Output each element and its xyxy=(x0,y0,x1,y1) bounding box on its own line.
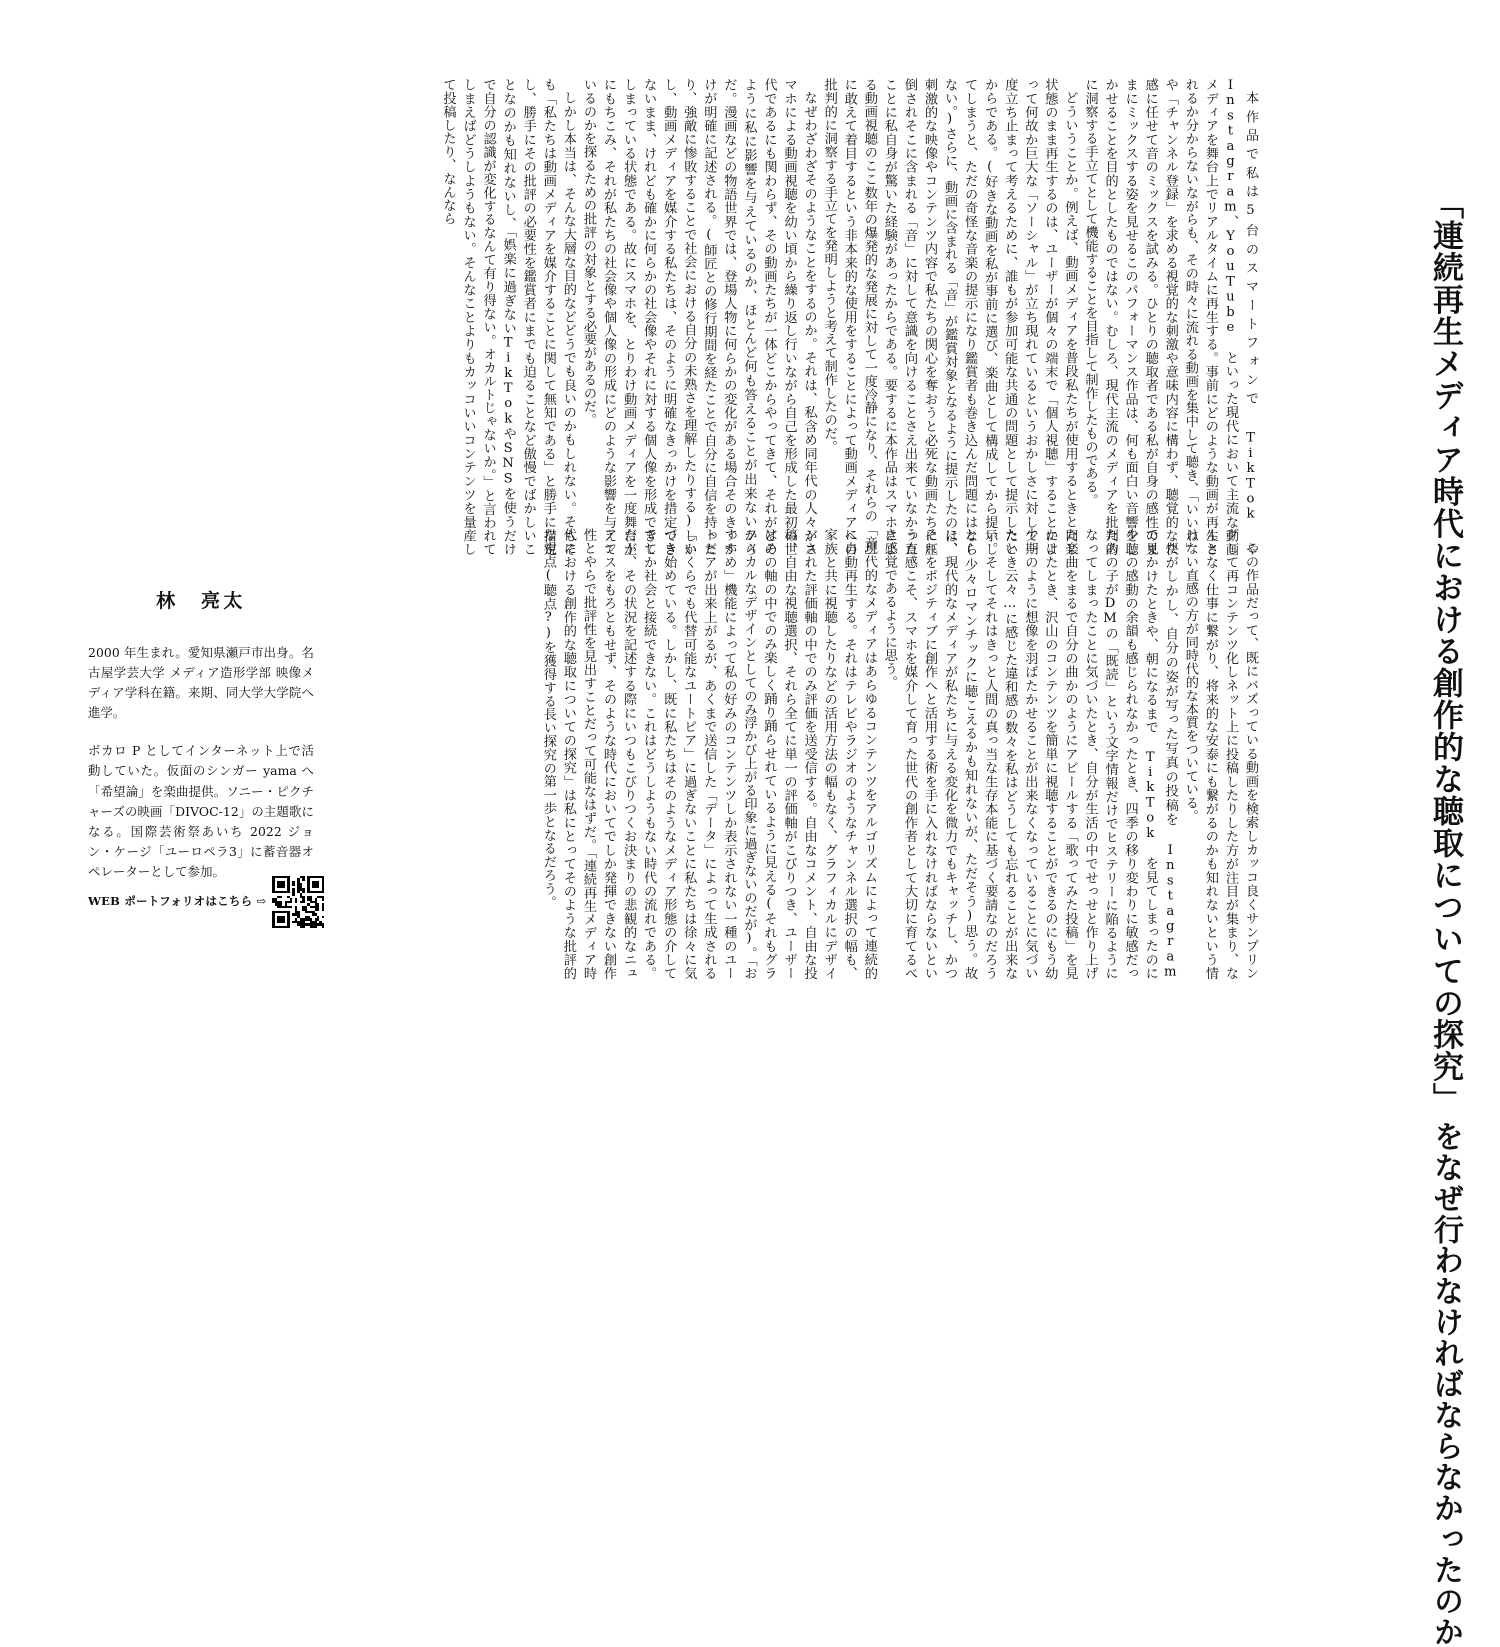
paragraph: なぜわざわざそのようなことをするのか。それは、私含め同年代の人々がスマホによる動画視聴を幼い頃から繰り返し行いながら自己を形成した最初の世代であるにも関わらず、その動画たちが一体どこからやってきて、それがどのように私に影響を与えているのか、ほとんど何も答えることが出来ないからだ。漫画などの物語世界では、登場人物に何らかの変化がある場合そのきっかけが明確に記述される。(師匠との修行期間を経たことで自分に自信を持ったり、強敵に惨敗することで社会における自分の未熟さを理解したりする)しかし、動画メディアを媒介する私たちは、そのように明確なきっかけを措定できないまま、けれども確かに何らかの社会像やそれに対する個人像を形成できてしまっている状態である。故にスマホを、とりわけ動画メディアを一度舞台上にもちこみ、それが私たちの社会像や個人像の形成にどのような影響を与えているのかを探るための批評の対象とする必要があるのだ。 xyxy=(580,78,817,556)
paragraph: 本作品で私は5台のスマートフォンで TikTok や Instagram、YouTube といった現代において主流な動画メディアを舞台上でリアルタイムに再生する。事前にどのような動画が再生されるか分からないながらも、その時々に流れる動画を集中して聴き、「いいね」や「チャンネル登録」を求める視覚的な刺激や意味内容に構わず、聴覚的な快感に任せて音のミックスを試みる。ひとりの聴取者である私が自身の感性のままにミックスする姿を見せるこのパフォーマンス作品は、何も面白い音響を聴かせることを目的としたものではない。むしろ、現代主流のメディアを批判的に洞察する手立てとして機能することを目指して制作したものである。 xyxy=(1082,78,1258,556)
author-name: 林 亮太 xyxy=(156,590,246,612)
paragraph: しかし本当は、そんな大層な目的などどうでも良いのかもしれない。そもそも「私たちは動画メディアを媒介することに関して無知である」と勝手に措定し、勝手にその批評の必要性を鑑賞者にまでも迫ることなど傲慢でばかしいことなのかも知れないし、「娯楽に過ぎないTikTokやSNSを使うだけで自分の認識が変化するなんて有り得ない。オカルトじゃないか。」と言われてしまえばどうしようもない。そんなことよりもカッコいいコンテンツを量産して投稿したり、なんなら xyxy=(440,78,576,556)
page-title xyxy=(1424,188,1464,1647)
title-line-2: をなぜ行わなければならなかったのか xyxy=(1428,1120,1463,1647)
title-line-1: 「連続再生メディア時代における創作的な聴取についての探究」 xyxy=(1427,188,1463,1115)
author-bio-paragraph: 2000 年生まれ。愛知県瀬戸市出身。名古屋学芸大学 メディア造形学部 映像メディア学科在籍。来期、同大学大学院へ進学。 xyxy=(88,645,314,721)
paragraph: どういうことか。例えば、動画メディアを普段私たちが使用するときと同じ状態のまま再生するのは、ユーザーが個々の端末で「個人視聴」することによって何故か巨大な「ソーシャル」が立ち現れているというおかしさに対して一度立ち止まって考えるために、誰もが参加可能な共通の問題として提示したいからである。(好きな動画を私が事前に選び、楽曲として構成してから提示してしまうと、ただの奇怪な音楽の提示になり鑑賞者も巻き込んだ問題にはならない。)さらに、動画に含まれる「音」が鑑賞対象となるように提示したのは、刺激的な映像やコンテンツ内容で私たちの関心を奪おうと必死な動画たちに圧倒されそこに含まれる「音」に対して意識を向けることさえ出来ていなかったことに私自身が驚いた経験があったからである。要するに本作品はスマホによる動画視聴のここ数年の爆発的な発展に対して一度冷静になり、それらの「音」に敢えて着目するという非本来的な使用をすることによって動画メディアへの批判的に洞察する手立てを発明しようと考えて制作したのだ。 xyxy=(821,78,1078,556)
author-bio xyxy=(88,643,314,882)
paragraph: この作品だって、既にバズっている動画を検索しカッコ良くサンプリングして再コンテンツ化しネット上に投稿したりした方が注目が集まり、なんとなく仕事に繋がり、将来的な安泰にも繋がるのかも知れないという情けない直感の方が同時代的な本質をついている。 xyxy=(1182,528,1258,980)
paragraph: 現代的なメディアはあらゆるコンテンツをアルゴリズムによって連続的に自動再生する。それはテレビやラジオのようなチャンネル選択の幅も、家族と共に視聴したりなどの活用方法の幅もなく、グラフィカルにデザインされた評価軸の中でのみ評価を送受信する。自由なコメント、自由な投稿、自由な視聴選択、それら全てに単一の評価軸がこびりつき、ユーザーはその軸の中でのみ楽しく踊り踊らせれているように見える(それもグラフィカルなデザインとしてのみ浮かび上がる印象に過ぎないのだが)。「おすすめ」機能によって私の好みのコンテンツしか表示されない一種のユートピアが出来上がるが、あくまで送信した「データ」によって生成される「いくらでも代替可能なユートピア」に過ぎないことに私たちは徐々に気づき始めている。しかし、既に私たちはそのようなメディア形態の介してでしか社会と接続できない。これはどうしようもない時代の流れである。だが、その状況を記述する際にいつもこびりつくお決まりの悲観的なニュアンスをもろともせず、そのような時代においてでしか発揮できない創作性とやらで批評性を見出すことだって可能なはずだ。「連続再生メディア時代における創作的な聴取についての探究」は私にとってそのような批評的な視点(聴点?)を獲得する長い探究の第一歩となるだろう。 xyxy=(540,528,877,980)
author-block xyxy=(88,586,314,882)
body-text-upper xyxy=(215,78,1260,556)
portfolio-label: WEB ポートフォリオはこちら ⇨ xyxy=(88,894,267,909)
portfolio-row xyxy=(88,876,314,928)
author-bio-paragraph: ボカロ P としてインターネット上で活動していた。仮面のシンガー yama へ「希望論」を楽曲提供。ソニー・ピクチャーズの映画「DIVOC-12」の主題歌になる。国際芸術祭あいち 2022 ジョン・ケージ「ユーロペラ3」に蓄音器オペレーターとして参加。 xyxy=(88,743,314,879)
qr-code[interactable] xyxy=(272,876,324,928)
paragraph: だがしかし、自分の姿が写った写真の投稿を Instagram で見かけたときや、朝になるまで TikTok を見てしまったのに少しの感動の余韻も感じられなかったとき、四季の移り変わりに敏感だったあの子がDMの「既読」という文字情報だけでヒステリーに陥るようになってしまったことに気づいたとき、自分が生活の中でせっせと作り上げた楽曲をまるで自分の曲かのようにアピールする「歌ってみた投稿」を見かけたとき、沢山のコンテンツを簡単に視聴することができるのにもう幼少期のように想像を羽ばたかせることが出来なくなっていることに気づいたとき云々…に感じた違和感の数々を私はどうしても忘れることが出来ない。そしてそれはきっと人間の真っ当な生存本能に基づく要請なのだろうと(少々ロマンチックに聴こえるかも知れないが、ただそう)思う。故に、現代的なメディアが私たちに与える変化を微力でもキャッチし、かつそれをポジティブに創作へと活用する術を手に入れなければならないという直感こそ、スマホを媒介して育った世代の創作者として大切に育てるべき感覚であるように思う。 xyxy=(881,528,1178,980)
body-text-lower xyxy=(315,528,1260,980)
